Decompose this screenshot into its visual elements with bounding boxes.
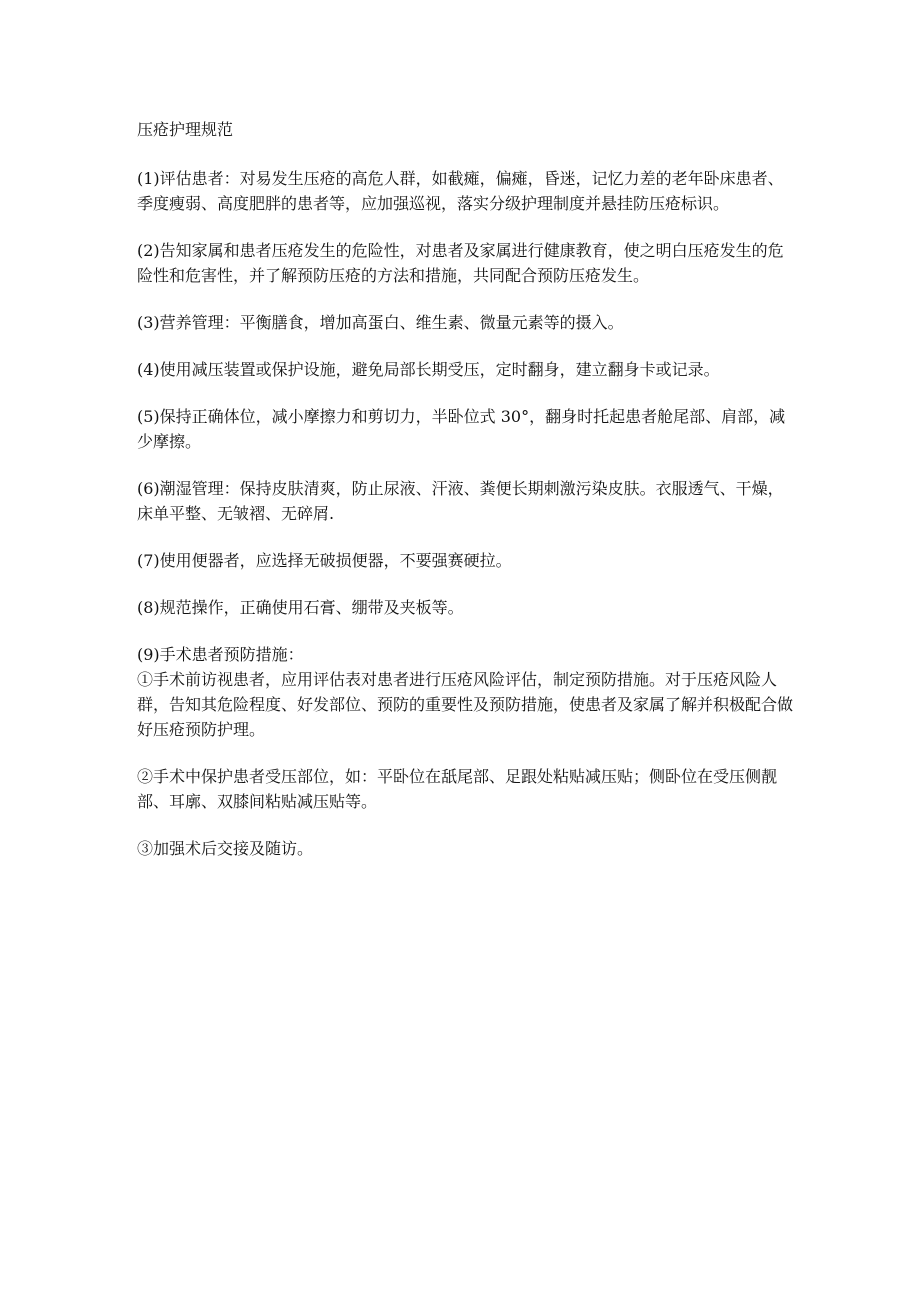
paragraph-4: (4)使用减压装置或保护设施，避免局部长期受压，定时翻身，建立翻身卡或记录。 [137,360,720,379]
paragraph-6: (6)潮湿管理：保持皮肤清爽，防止尿液、汗液、粪便长期刺激污染皮肤。衣服透气、干燥，床单平整、无皱褶、无碎屑. [137,479,784,523]
section-9-item-1: ①手术前访视患者，应用评估表对患者进行压疮风险评估，制定预防措施。对于压疮风险人群，告知其危险程度、好发部位、预防的重要性及预防措施，使患者及家属了解并积极配合做好压疮预防护理。 [137,670,794,739]
section-9-item-2: ②手术中保护患者受压部位，如：平卧位在舐尾部、足跟处粘贴减压贴；侧卧位在受压侧靓部、耳廓、双膝间粘贴减压贴等。 [137,767,778,811]
paragraph-7: (7)使用便器者，应选择无破损便器，不要强赛硬拉。 [137,551,512,570]
paragraph-3: (3)营养管理：平衡膳食，增加高蛋白、维生素、微量元素等的摄入。 [137,313,624,332]
section-9-item-3: ③加强术后交接及随访。 [137,839,314,858]
paragraph-5: (5)保持正确体位，减小摩擦力和剪切力，半卧位式 30°，翻身时托起患者舱尾部、肩部，减少摩擦。 [137,407,786,451]
document-title: 压疮护理规范 [137,120,234,139]
section-9-heading: (9)手术患者预防措施： [137,645,304,664]
paragraph-8: (8)规范操作，正确使用石膏、绷带及夹板等。 [137,598,464,617]
document-content [137,118,797,883]
paragraph-1: (1)评估患者：对易发生压疮的高危人群，如截瘫，偏瘫，昏迷，记忆力差的老年卧床患者、季度瘦弱、高度肥胖的患者等，应加强巡视，落实分级护理制度并悬挂防压疮标识。 [137,169,784,213]
paragraph-2: (2)告知家属和患者压疮发生的危险性，对患者及家属进行健康教育，使之明白压疮发生的危险性和危害性，并了解预防压疮的方法和措施，共同配合预防压疮发生。 [137,241,784,285]
